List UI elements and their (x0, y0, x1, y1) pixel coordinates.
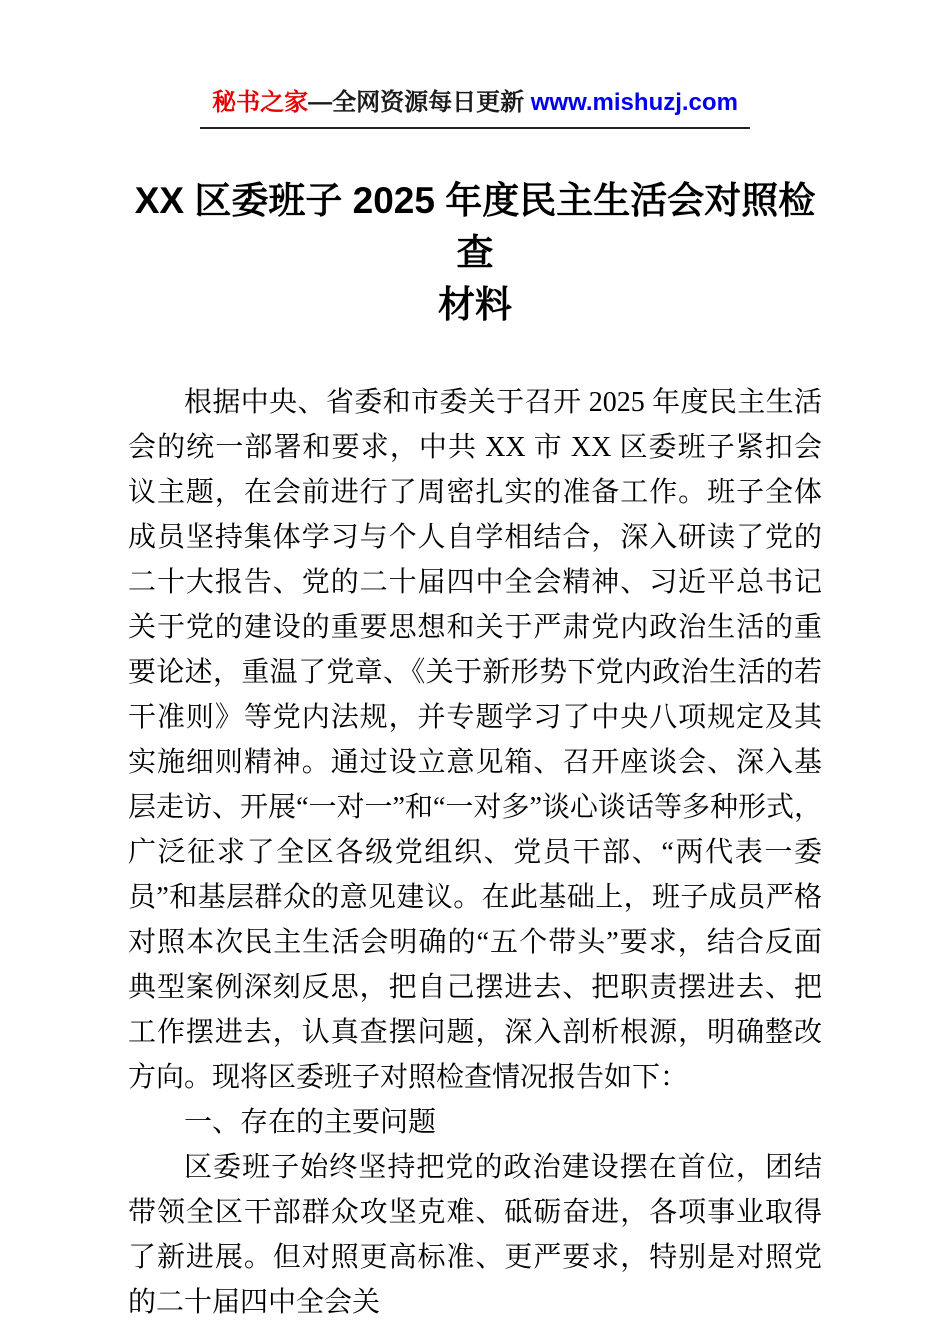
document-title-line-2: 材料 (438, 283, 512, 325)
site-header-banner (200, 82, 750, 129)
brand-tagline: —全网资源每日更新 (308, 89, 531, 116)
document-title-line-1: XX 区委班子 2025 年度民主生活会对照检查 (134, 180, 816, 273)
site-url-link[interactable]: www.mishuzj.com (530, 89, 738, 116)
document-body (128, 380, 822, 1325)
section-heading-main-problems: 一、存在的主要问题 (184, 1107, 437, 1139)
brand-name: 秘书之家 (212, 89, 309, 116)
paragraph-problems-intro: 区委班子始终坚持把党的政治建设摆在首位，团结带领全区干部群众攻坚克难、砥砺奋进，各项事业取得了新进展。但对照更高标准、更严要求，特别是对照党的二十届四中全会关 (128, 1152, 822, 1319)
site-header (128, 82, 822, 129)
paragraph-preparation-overview: 根据中央、省委和市委关于召开 2025 年度民主生活会的统一部署和要求，中共 XX 市 XX 区委班子紧扣会议主题，在会前进行了周密扎实的准备工作。班子全体成员坚持集体学习与个人自学相结合，深入研读了党的二十大报告、党的二十届四中全会精神、习近平总书记关于党的建设的重要思想和关于严肃党内政治生活的重要论述，重温了党章、《关于新形势下党内政治生活的若干准则》等党内法规，并专题学习了中央八项规定及其实施细则精神。通过设立意见箱、召开座谈会、深入基层走访、开展“一对一”和“一对多”谈心谈话等多种形式，广泛征求了全区各级党组织、党员干部、“两代表一委员”和基层群众的意见建议。在此基础上，班子成员严格对照本次民主生活会明确的“五个带头”要求，结合反面典型案例深刻反思，把自己摆进去、把职责摆进去、把工作摆进去，认真查摆问题，深入剖析根源，明确整改方向。现将区委班子对照检查情况报告如下： (128, 387, 822, 1094)
document-title (128, 175, 822, 330)
